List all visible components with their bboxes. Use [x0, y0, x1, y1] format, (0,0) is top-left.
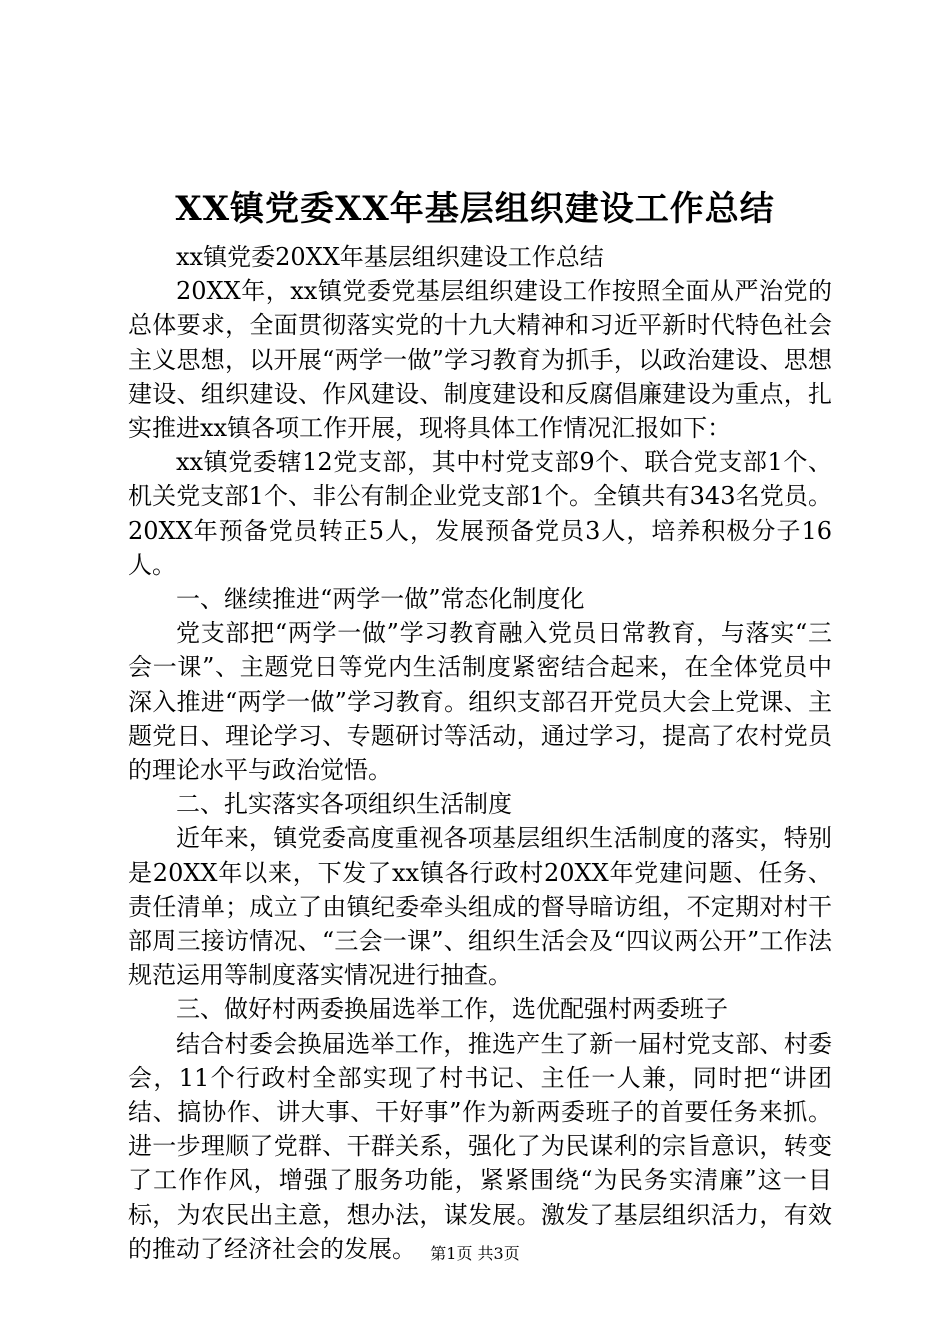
paragraph-intro: 20XX年，xx镇党委党基层组织建设工作按照全面从严治党的总体要求，全面贯彻落实党的十九大精神和习近平新时代特色社会主义思想，以开展“两学一做”学习教育为抓手，以政治建设、思想建设、组织建设、作风建设、制度建设和反腐倡廉建设为重点，扎实推进xx镇各项工作开展，现将具体工作情况汇报如下： — [128, 277, 832, 443]
paragraph-section-1: 党支部把“两学一做”学习教育融入党员日常教育，与落实“三会一课”、主题党日等党内生活制度紧密结合起来，在全体党员中深入推进“两学一做”学习教育。组织支部召开党员大会上党课、主题党日、理论学习、专题研讨等活动，通过学习，提高了农村党员的理论水平与政治觉悟。 — [128, 619, 832, 785]
paragraph-subtitle: xx镇党委20XX年基层组织建设工作总结 — [176, 243, 604, 271]
paragraph-section-2: 近年来，镇党委高度重视各项基层组织生活制度的落实，特别是20XX年以来，下发了xx镇各行政村20XX年党建问题、任务、责任清单；成立了由镇纪委牵头组成的督导暗访组，不定期对村干部周三接访情况、“三会一课”、组织生活会及“四议两公开”工作法规范运用等制度落实情况进行抽查。 — [128, 824, 832, 990]
document-body — [128, 240, 832, 1266]
section-heading-1: 一、继续推进“两学一做”常态化制度化 — [176, 585, 585, 614]
paragraph-section-3: 结合村委会换届选举工作，推选产生了新一届村党支部、村委会，11个行政村全部实现了村书记、主任一人兼，同时把“讲团结、搞协作、讲大事、干好事”作为新两委班子的首要任务来抓。进一步理顺了党群、干群关系，强化了为民谋利的宗旨意识，转变了工作作风，增强了服务功能，紧紧围绕“为民务实清廉”这一目标，为农民出主意，想办法，谋发展。激发了基层组织活力，有效的推动了经济社会的发展。 — [128, 1029, 832, 1263]
page-footer: 第1页 共3页 — [430, 1244, 520, 1263]
section-heading-3: 三、做好村两委换届选举工作，选优配强村两委班子 — [176, 995, 728, 1024]
section-heading-2: 二、扎实落实各项组织生活制度 — [176, 790, 512, 819]
document-title: XX镇党委XX年基层组织建设工作总结 — [175, 189, 775, 229]
paragraph-overview: xx镇党委辖12党支部，其中村党支部9个、联合党支部1个、机关党支部1个、非公有制企业党支部1个。全镇共有343名党员。20XX年预备党员转正5人，发展预备党员3人，培养积极分子16人。 — [128, 448, 832, 579]
